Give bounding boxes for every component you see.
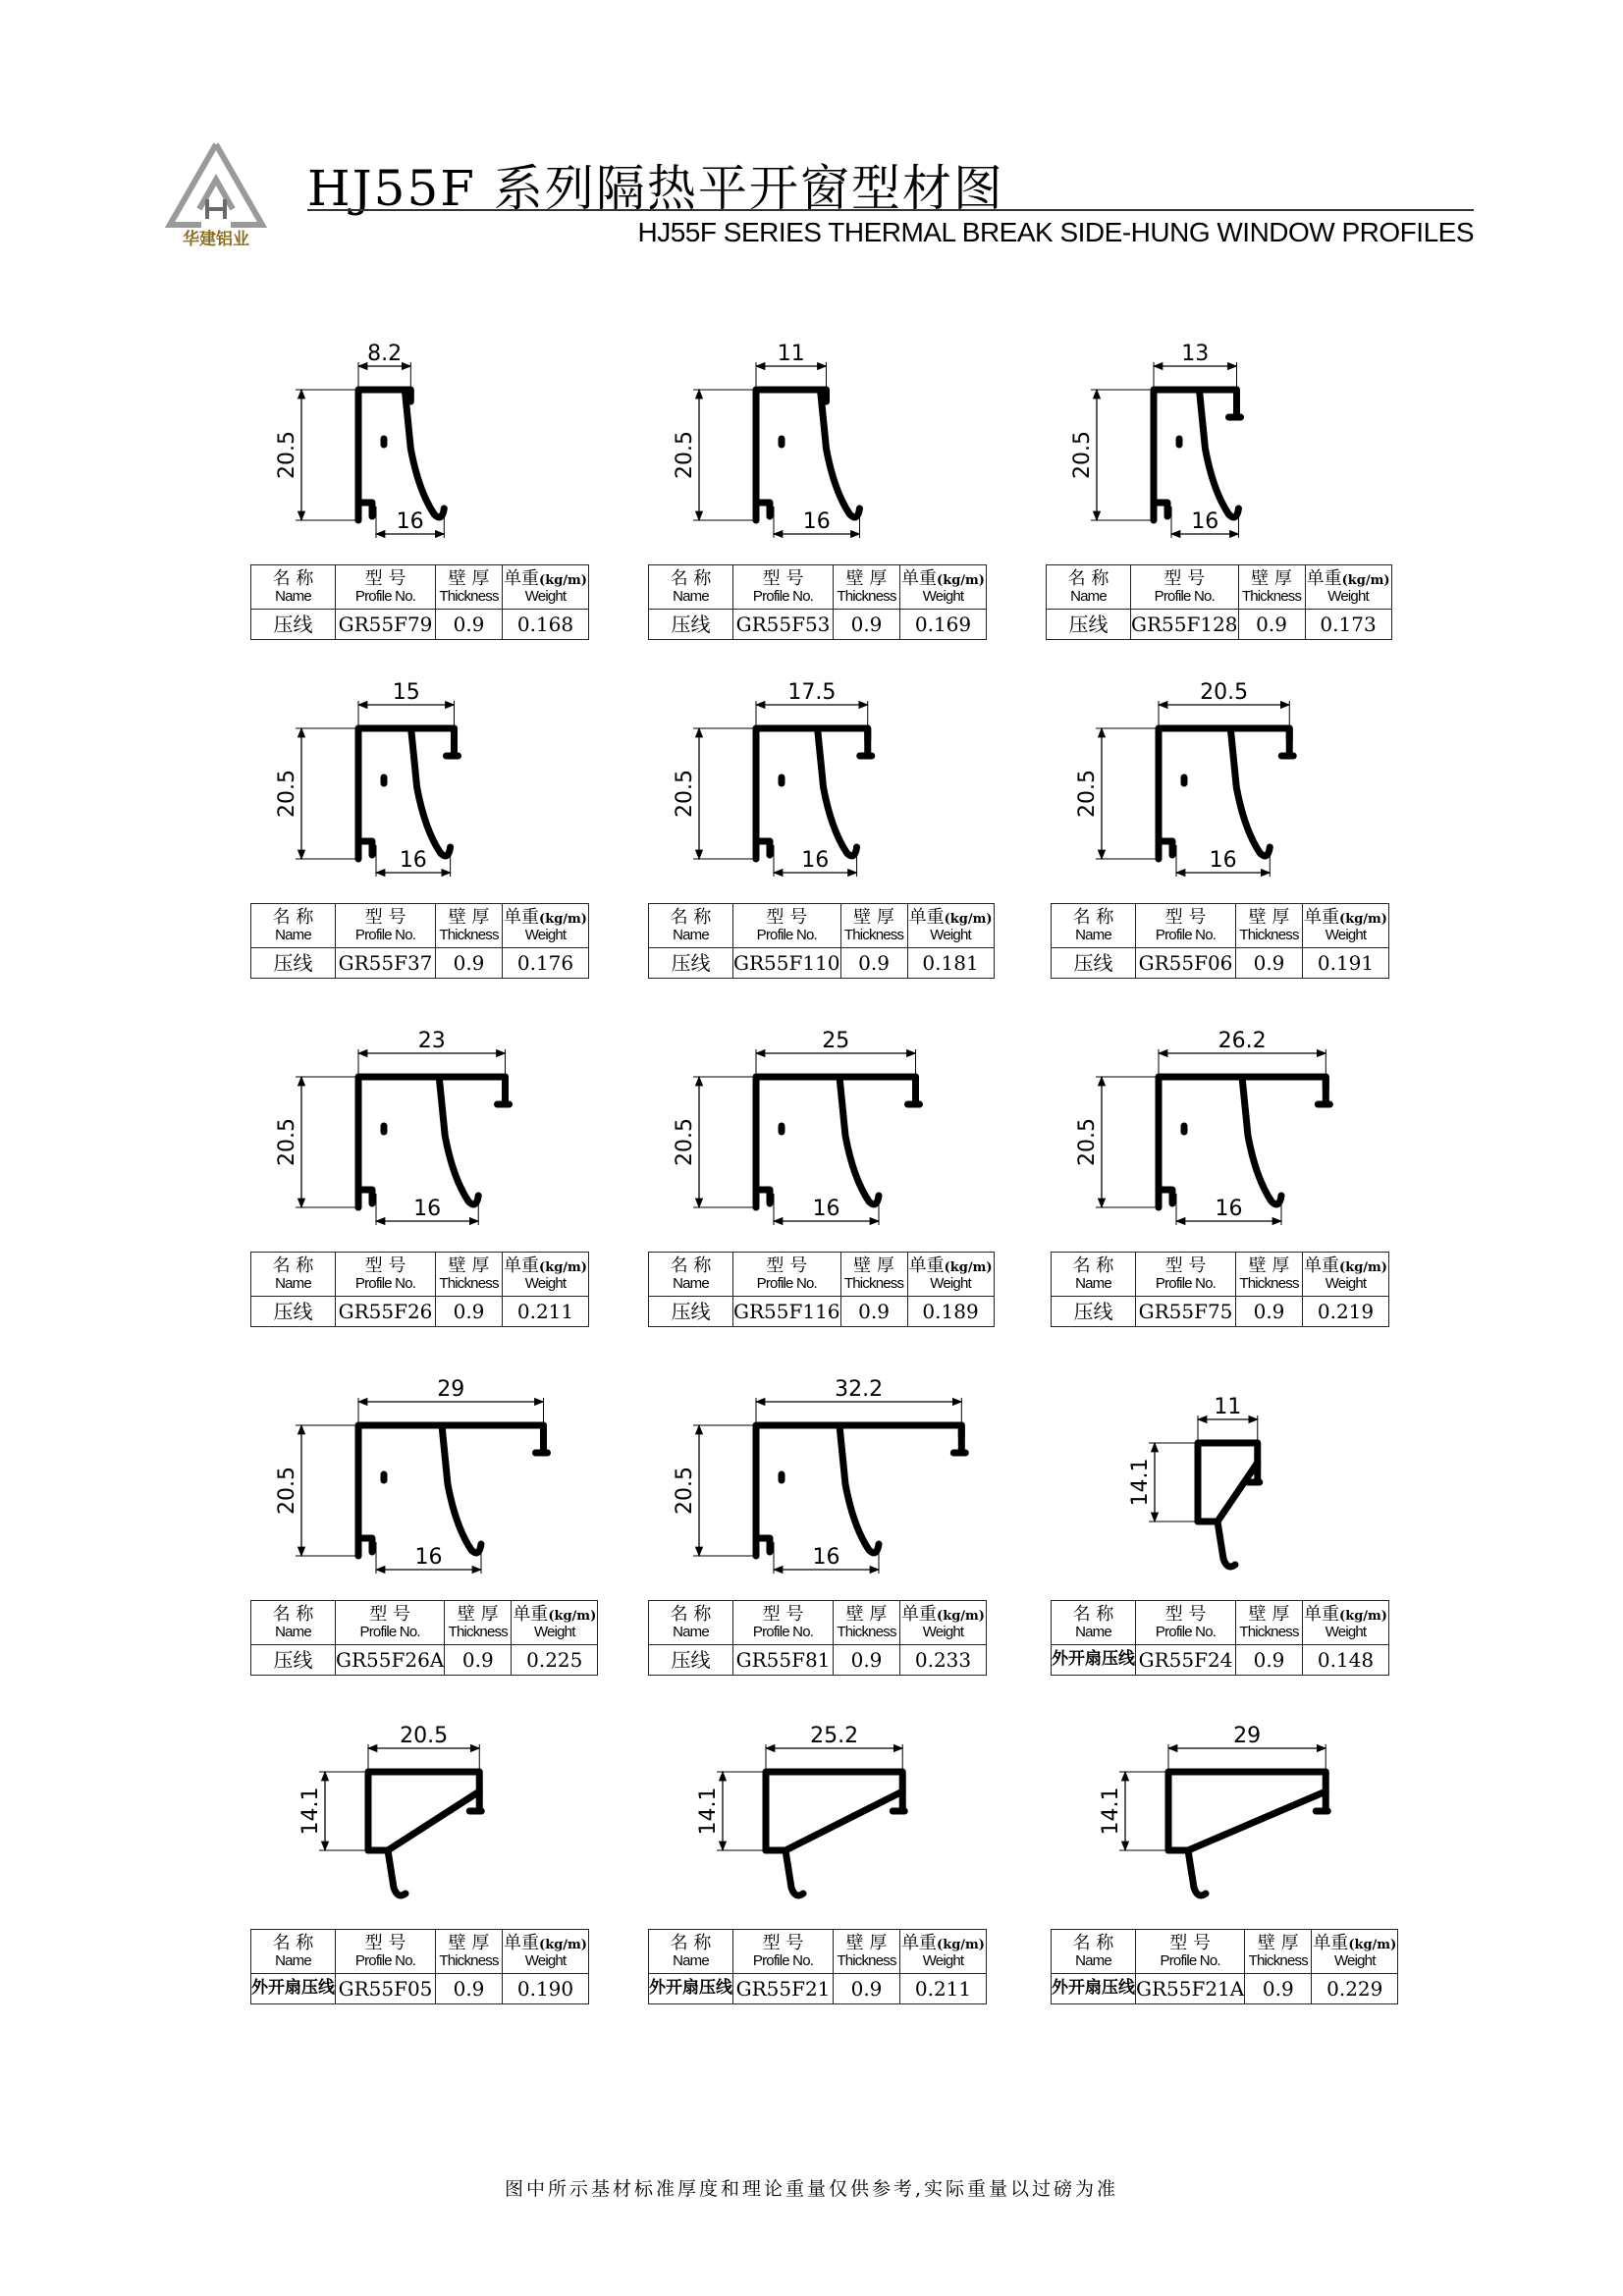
- spec-table: [648, 564, 987, 640]
- dimension-label: 20.5: [275, 770, 299, 818]
- profile-drawing: [648, 1377, 1021, 1600]
- profile-thickness: 0.9: [834, 610, 900, 640]
- dimension-label: 16: [802, 509, 831, 534]
- profile-name: 压线: [1052, 1297, 1136, 1327]
- header-model: 型 号 Profile No.: [733, 565, 834, 610]
- profile-name: 压线: [649, 610, 733, 640]
- header-weight: 单重(kg/m) Weight: [1303, 1601, 1389, 1645]
- profile-section: [275, 1029, 510, 1225]
- profile-thickness: 0.9: [436, 1974, 503, 2004]
- profile-drawing: [1051, 1713, 1424, 1929]
- profile-model: GR55F128: [1131, 610, 1239, 640]
- header-name: 名 称 Name: [649, 1601, 733, 1645]
- profile-name: 压线: [1052, 948, 1136, 979]
- dimension-label: 20.5: [673, 1118, 697, 1166]
- spec-table: [1046, 564, 1392, 640]
- dimension-label: 16: [396, 509, 424, 534]
- profile-thickness: 0.9: [1238, 610, 1305, 640]
- profile-section: [673, 1377, 965, 1574]
- footnote: 图中所示基材标准厚度和理论重量仅供参考,实际重量以过磅为准: [504, 2178, 1119, 2200]
- dimension-label: 16: [1209, 848, 1237, 873]
- header-weight: 单重(kg/m) Weight: [503, 1930, 589, 1974]
- header-weight: 单重(kg/m) Weight: [503, 565, 589, 610]
- profile-card: [1051, 1029, 1424, 1360]
- dimension-label: 25.2: [810, 1724, 859, 1748]
- dimension-label: 26.2: [1217, 1029, 1267, 1053]
- dimension-label: 15: [392, 680, 420, 705]
- header-weight: 单重(kg/m) Weight: [503, 904, 589, 948]
- header-weight: 单重(kg/m) Weight: [900, 1930, 987, 1974]
- profile-drawing: [648, 680, 1021, 903]
- spec-value-row: [649, 1297, 995, 1327]
- dimension-label: 20.5: [1200, 680, 1249, 705]
- spec-value-row: [1052, 1297, 1389, 1327]
- dimension-label: 20.5: [673, 1467, 697, 1515]
- spec-value-row: [251, 610, 589, 640]
- profile-model: GR55F79: [336, 610, 436, 640]
- spec-table: [1051, 1252, 1389, 1327]
- header-weight: 单重(kg/m) Weight: [503, 1253, 589, 1297]
- profile-weight: 0.233: [900, 1645, 987, 1676]
- header-weight: 单重(kg/m) Weight: [1305, 565, 1391, 610]
- header-name: 名 称 Name: [251, 1601, 336, 1645]
- profile-name: 压线: [649, 948, 733, 979]
- profile-name: 压线: [1047, 610, 1131, 640]
- profile-drawing: [250, 680, 623, 903]
- spec-header-row: [649, 565, 987, 610]
- profile-name: 外开扇压线: [1052, 1645, 1136, 1676]
- dimension-label: 16: [399, 848, 427, 873]
- profile-section: [673, 680, 872, 877]
- profile-section: [673, 342, 860, 538]
- spec-header-row: [649, 904, 995, 948]
- profile-section: [298, 1724, 481, 1896]
- profile-name: 外开扇压线: [251, 1974, 336, 2004]
- profile-model: GR55F21A: [1136, 1974, 1245, 2004]
- spec-header-row: [649, 1253, 995, 1297]
- company-logo: [162, 140, 270, 248]
- profile-weight: 0.211: [503, 1297, 589, 1327]
- dimension-label: 14.1: [696, 1787, 721, 1836]
- header-weight: 单重(kg/m) Weight: [907, 1253, 994, 1297]
- header-name: 名 称 Name: [251, 1930, 336, 1974]
- profile-card: [648, 1713, 1021, 2037]
- profile-card: [648, 1029, 1021, 1360]
- profile-card: [1046, 342, 1419, 672]
- spec-header-row: [251, 1930, 589, 1974]
- profile-drawing: [250, 342, 623, 564]
- profile-model: GR55F06: [1136, 948, 1236, 979]
- header-weight: 单重(kg/m) Weight: [907, 904, 994, 948]
- profile-model: GR55F116: [733, 1297, 841, 1327]
- profile-section: [1070, 342, 1241, 538]
- header-thickness: 壁 厚 Thickness: [445, 1601, 512, 1645]
- header-thickness: 壁 厚 Thickness: [1245, 1930, 1312, 1974]
- profile-model: GR55F75: [1136, 1297, 1236, 1327]
- spec-table: [250, 903, 589, 979]
- profile-drawing: [648, 1029, 1021, 1252]
- spec-header-row: [1052, 1601, 1389, 1645]
- profile-weight: 0.190: [503, 1974, 589, 2004]
- profile-weight: 0.211: [900, 1974, 987, 2004]
- profile-thickness: 0.9: [840, 948, 907, 979]
- spec-table: [250, 1929, 589, 2004]
- spec-header-row: [251, 904, 589, 948]
- profile-drawing: [1051, 1384, 1424, 1600]
- profile-thickness: 0.9: [436, 948, 503, 979]
- profile-card: [1051, 680, 1424, 1011]
- spec-value-row: [1052, 1645, 1389, 1676]
- header-thickness: 壁 厚 Thickness: [840, 904, 907, 948]
- header-thickness: 壁 厚 Thickness: [1238, 565, 1305, 610]
- profile-card: [1051, 1713, 1424, 2037]
- header-model: 型 号 Profile No.: [1136, 1253, 1236, 1297]
- profile-name: 压线: [649, 1645, 733, 1676]
- header-thickness: 壁 厚 Thickness: [1236, 904, 1303, 948]
- profile-card: [648, 342, 1021, 672]
- profile-drawing: [250, 1713, 623, 1929]
- header-thickness: 壁 厚 Thickness: [436, 1930, 503, 1974]
- header-thickness: 壁 厚 Thickness: [834, 1930, 900, 1974]
- spec-table: [648, 903, 995, 979]
- profile-section: [696, 1724, 904, 1896]
- header-name: 名 称 Name: [251, 1253, 336, 1297]
- profile-card: [1051, 1384, 1424, 1708]
- profile-name: 压线: [649, 1297, 733, 1327]
- spec-header-row: [1052, 1930, 1398, 1974]
- profile-name: 压线: [251, 948, 336, 979]
- spec-value-row: [649, 948, 995, 979]
- profile-name: 压线: [251, 1297, 336, 1327]
- profile-thickness: 0.9: [445, 1645, 512, 1676]
- profile-section: [1099, 1724, 1327, 1896]
- profile-model: GR55F05: [336, 1974, 436, 2004]
- dimension-label: 20.5: [673, 431, 697, 479]
- dimension-label: 17.5: [787, 680, 837, 705]
- dimension-label: 25: [822, 1029, 850, 1053]
- spec-value-row: [251, 1297, 589, 1327]
- dimension-label: 20.5: [275, 1467, 299, 1515]
- spec-value-row: [1052, 1974, 1398, 2004]
- profile-weight: 0.225: [512, 1645, 598, 1676]
- header-name: 名 称 Name: [1052, 904, 1136, 948]
- spec-value-row: [649, 1645, 987, 1676]
- dimension-label: 32.2: [835, 1377, 884, 1402]
- spec-header-row: [1052, 1253, 1389, 1297]
- spec-table: [1051, 1929, 1398, 2004]
- header-model: 型 号 Profile No.: [336, 904, 436, 948]
- dimension-label: 20.5: [275, 431, 299, 479]
- profile-thickness: 0.9: [1236, 1297, 1303, 1327]
- page-title: HJ55F 系列隔热平开窗型材图: [307, 160, 1004, 217]
- header-name: 名 称 Name: [1052, 1601, 1136, 1645]
- logo-text: 华建铝业: [183, 230, 249, 248]
- spec-value-row: [1052, 948, 1389, 979]
- dimension-label: 16: [812, 1197, 840, 1221]
- header-name: 名 称 Name: [251, 904, 336, 948]
- spec-table: [250, 564, 589, 640]
- header-thickness: 壁 厚 Thickness: [436, 1253, 503, 1297]
- profile-weight: 0.148: [1303, 1645, 1389, 1676]
- profile-model: GR55F24: [1136, 1645, 1236, 1676]
- dimension-label: 23: [417, 1029, 446, 1053]
- profile-section: [275, 680, 459, 877]
- profile-drawing: [250, 1029, 623, 1252]
- profile-drawing: [648, 1713, 1021, 1929]
- profile-weight: 0.219: [1303, 1297, 1389, 1327]
- profile-drawing: [1051, 680, 1424, 903]
- header-name: 名 称 Name: [251, 565, 336, 610]
- profile-weight: 0.168: [503, 610, 589, 640]
- dimension-label: 16: [812, 1545, 840, 1570]
- header-name: 名 称 Name: [649, 904, 733, 948]
- profile-section: [1075, 1029, 1329, 1225]
- header-name: 名 称 Name: [649, 1930, 733, 1974]
- header-thickness: 壁 厚 Thickness: [834, 565, 900, 610]
- profile-card: [250, 342, 623, 672]
- profile-model: GR55F110: [733, 948, 841, 979]
- profile-section: [275, 1377, 548, 1574]
- profile-card: [648, 1377, 1021, 1708]
- header-model: 型 号 Profile No.: [1136, 1601, 1236, 1645]
- profile-name: 压线: [251, 1645, 336, 1676]
- spec-header-row: [251, 1601, 598, 1645]
- header-name: 名 称 Name: [1052, 1253, 1136, 1297]
- page-subtitle: HJ55F SERIES THERMAL BREAK SIDE-HUNG WINDOW PROFILES: [637, 217, 1474, 247]
- dimension-label: 16: [413, 1197, 442, 1221]
- header-model: 型 号 Profile No.: [1131, 565, 1239, 610]
- dimension-label: 20.5: [1075, 1118, 1100, 1166]
- header-weight: 单重(kg/m) Weight: [900, 565, 987, 610]
- dimension-label: 13: [1181, 342, 1210, 366]
- header-divider: [307, 209, 1474, 211]
- header-model: 型 号 Profile No.: [733, 1930, 834, 1974]
- header-name: 名 称 Name: [649, 1253, 733, 1297]
- spec-value-row: [1047, 610, 1392, 640]
- profile-card: [250, 1029, 623, 1360]
- spec-value-row: [649, 1974, 987, 2004]
- profile-section: [1128, 1395, 1260, 1567]
- dimension-label: 16: [1191, 509, 1219, 534]
- spec-table: [250, 1600, 598, 1676]
- spec-table: [250, 1252, 589, 1327]
- spec-table: [1051, 903, 1389, 979]
- header-model: 型 号 Profile No.: [733, 904, 841, 948]
- dimension-label: 20.5: [275, 1118, 299, 1166]
- profile-name: 外开扇压线: [649, 1974, 733, 2004]
- dimension-label: 8.2: [367, 342, 403, 366]
- profile-weight: 0.173: [1305, 610, 1391, 640]
- header-model: 型 号 Profile No.: [1136, 1930, 1245, 1974]
- header-weight: 单重(kg/m) Weight: [1303, 1253, 1389, 1297]
- header-thickness: 壁 厚 Thickness: [1236, 1253, 1303, 1297]
- profile-model: GR55F21: [733, 1974, 834, 2004]
- profile-name: 压线: [251, 610, 336, 640]
- spec-value-row: [649, 610, 987, 640]
- spec-header-row: [649, 1930, 987, 1974]
- header-model: 型 号 Profile No.: [336, 565, 436, 610]
- header-thickness: 壁 厚 Thickness: [840, 1253, 907, 1297]
- profile-card: [250, 680, 623, 1011]
- profile-thickness: 0.9: [436, 610, 503, 640]
- spec-value-row: [251, 1645, 598, 1676]
- profile-model: GR55F53: [733, 610, 834, 640]
- profile-weight: 0.181: [907, 948, 994, 979]
- profile-thickness: 0.9: [1236, 948, 1303, 979]
- spec-value-row: [251, 1974, 589, 2004]
- profile-card: [250, 1377, 623, 1708]
- spec-header-row: [1052, 904, 1389, 948]
- dimension-label: 11: [777, 342, 805, 366]
- profile-name: 外开扇压线: [1052, 1974, 1136, 2004]
- header-model: 型 号 Profile No.: [733, 1601, 834, 1645]
- profile-model: GR55F81: [733, 1645, 834, 1676]
- spec-table: [648, 1929, 987, 2004]
- header-thickness: 壁 厚 Thickness: [436, 565, 503, 610]
- spec-table: [1051, 1600, 1389, 1676]
- profile-section: [1075, 680, 1293, 877]
- spec-header-row: [649, 1601, 987, 1645]
- header-weight: 单重(kg/m) Weight: [900, 1601, 987, 1645]
- profile-section: [673, 1029, 920, 1225]
- header-name: 名 称 Name: [649, 565, 733, 610]
- profile-model: GR55F37: [336, 948, 436, 979]
- profile-drawing: [1046, 342, 1419, 564]
- profile-drawing: [648, 342, 1021, 564]
- spec-table: [648, 1252, 995, 1327]
- profile-thickness: 0.9: [834, 1974, 900, 2004]
- profile-thickness: 0.9: [1236, 1645, 1303, 1676]
- dimension-label: 14.1: [1099, 1787, 1123, 1836]
- profile-weight: 0.169: [900, 610, 987, 640]
- profile-card: [250, 1713, 623, 2037]
- dimension-label: 20.5: [400, 1724, 449, 1748]
- header-thickness: 壁 厚 Thickness: [1236, 1601, 1303, 1645]
- spec-table: [648, 1600, 987, 1676]
- dimension-label: 20.5: [1075, 770, 1100, 818]
- profile-drawing: [250, 1377, 623, 1600]
- profile-card: [648, 680, 1021, 1011]
- dimension-label: 29: [437, 1377, 465, 1402]
- header-name: 名 称 Name: [1052, 1930, 1136, 1974]
- profile-weight: 0.229: [1312, 1974, 1398, 2004]
- profile-section: [275, 342, 444, 538]
- spec-header-row: [251, 565, 589, 610]
- profile-model: GR55F26: [336, 1297, 436, 1327]
- profile-drawing: [1051, 1029, 1424, 1252]
- dimension-label: 16: [1215, 1197, 1243, 1221]
- profile-weight: 0.189: [907, 1297, 994, 1327]
- header-model: 型 号 Profile No.: [336, 1253, 436, 1297]
- spec-header-row: [1047, 565, 1392, 610]
- header-model: 型 号 Profile No.: [336, 1930, 436, 1974]
- dimension-label: 11: [1214, 1395, 1242, 1419]
- profile-thickness: 0.9: [1245, 1974, 1312, 2004]
- dimension-label: 20.5: [1070, 431, 1095, 479]
- dimension-label: 16: [414, 1545, 443, 1570]
- spec-value-row: [251, 948, 589, 979]
- profile-thickness: 0.9: [436, 1297, 503, 1327]
- spec-header-row: [251, 1253, 589, 1297]
- profile-model: GR55F26A: [336, 1645, 445, 1676]
- header-weight: 单重(kg/m) Weight: [512, 1601, 598, 1645]
- header-model: 型 号 Profile No.: [733, 1253, 841, 1297]
- header-name: 名 称 Name: [1047, 565, 1131, 610]
- header-thickness: 壁 厚 Thickness: [834, 1601, 900, 1645]
- header-thickness: 壁 厚 Thickness: [436, 904, 503, 948]
- profile-thickness: 0.9: [840, 1297, 907, 1327]
- header-model: 型 号 Profile No.: [1136, 904, 1236, 948]
- profile-thickness: 0.9: [834, 1645, 900, 1676]
- header-model: 型 号 Profile No.: [336, 1601, 445, 1645]
- dimension-label: 29: [1233, 1724, 1262, 1748]
- dimension-label: 14.1: [1128, 1458, 1153, 1507]
- profile-weight: 0.191: [1303, 948, 1389, 979]
- dimension-label: 20.5: [673, 770, 697, 818]
- dimension-label: 14.1: [298, 1787, 323, 1836]
- header-weight: 单重(kg/m) Weight: [1303, 904, 1389, 948]
- dimension-label: 16: [801, 848, 830, 873]
- header-weight: 单重(kg/m) Weight: [1312, 1930, 1398, 1974]
- profile-weight: 0.176: [503, 948, 589, 979]
